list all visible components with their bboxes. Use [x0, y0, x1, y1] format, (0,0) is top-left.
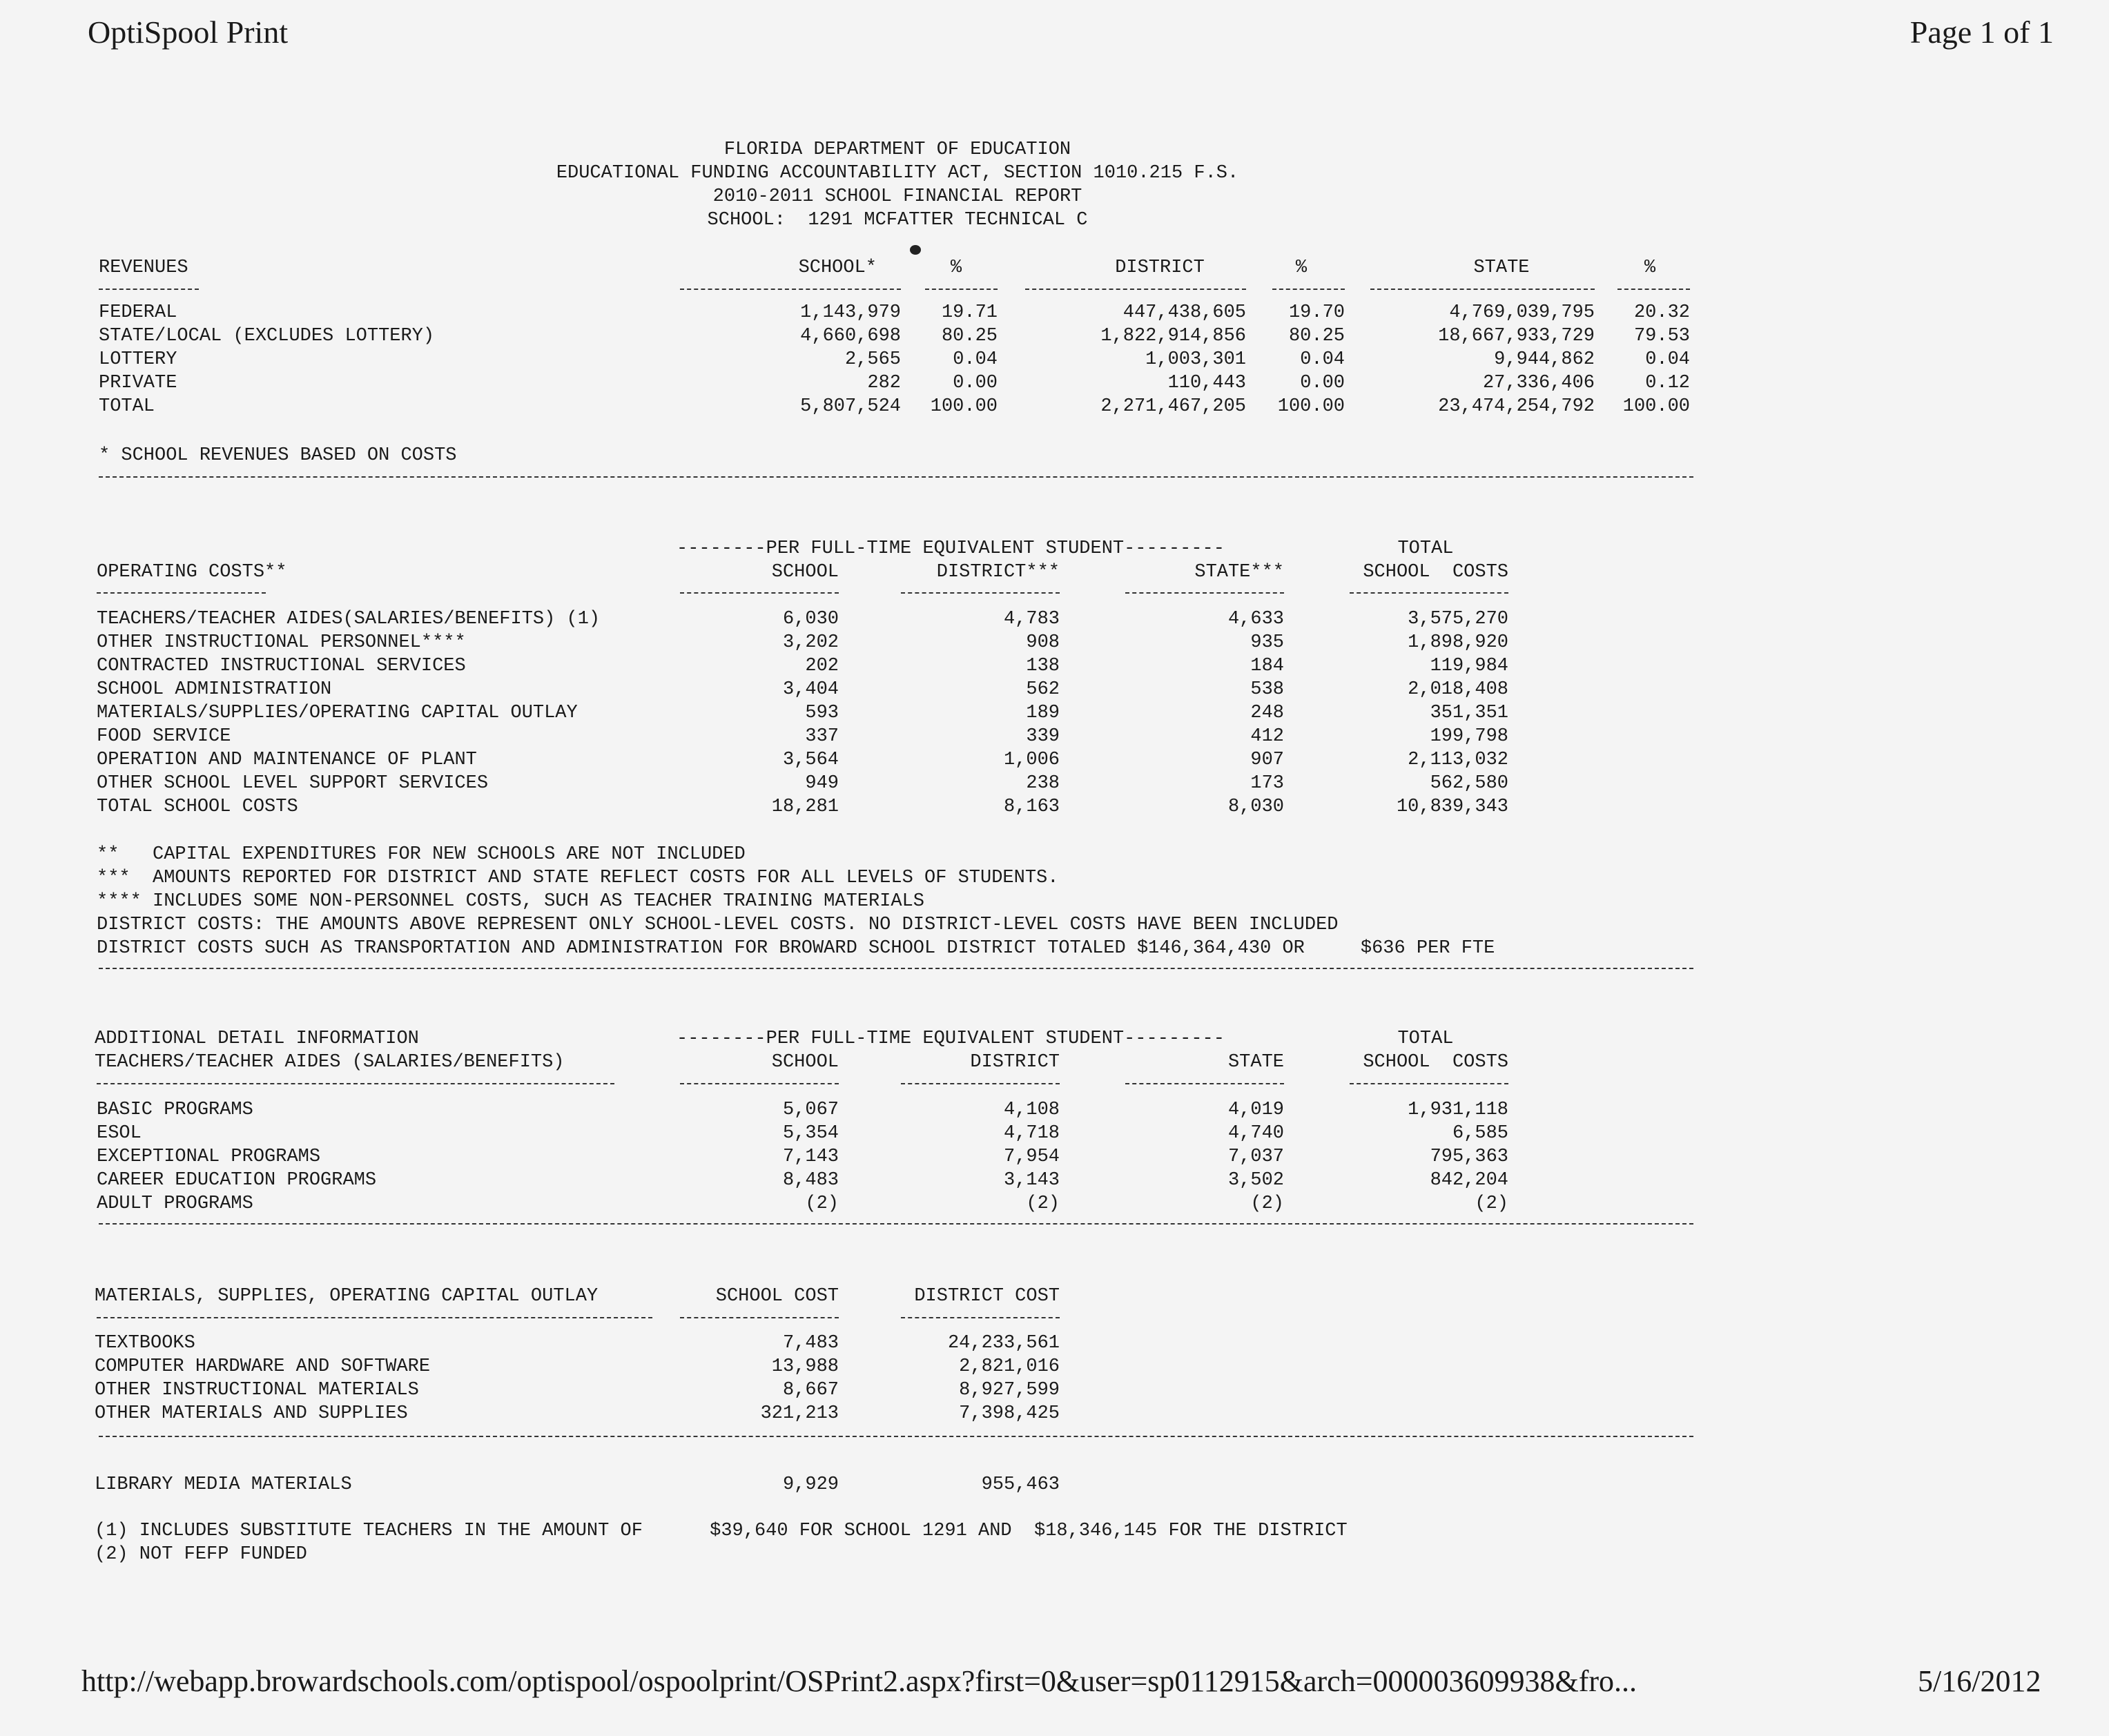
- revenues-col-state: STATE: [1473, 257, 1530, 278]
- revenue-school: 282: [867, 373, 901, 393]
- library-school: 9,929: [782, 1474, 839, 1495]
- revenue-district: 1,003,301: [1145, 349, 1246, 370]
- section-divider: [99, 1436, 1693, 1437]
- revenues-col-district-pct: %: [1295, 257, 1308, 278]
- operating-row-state: 4,633: [1227, 609, 1284, 630]
- revenues-col-school: SCHOOL*: [798, 257, 877, 278]
- operating-note: DISTRICT COSTS: THE AMOUNTS ABOVE REPRESENT ONLY SCHOOL-LEVEL COSTS. NO DISTRICT-LEVEL COSTS HAVE BEEN INCLUDED: [97, 915, 1339, 935]
- materials-row-label: OTHER INSTRUCTIONAL MATERIALS: [95, 1380, 419, 1401]
- additional-row-label: CAREER EDUCATION PROGRAMS: [97, 1170, 377, 1191]
- revenue-label: TOTAL: [99, 396, 155, 417]
- window-title: OptiSpool Print: [88, 14, 289, 50]
- additional-row-state: (2): [1250, 1193, 1284, 1214]
- revenue-label: FEDERAL: [99, 302, 177, 323]
- page-indicator: Page 1 of 1: [1909, 14, 2054, 50]
- divider: [99, 289, 199, 290]
- additional-row-total: (2): [1475, 1193, 1508, 1214]
- revenue-school-pct: 100.00: [930, 396, 998, 417]
- revenue-state: 9,944,862: [1494, 349, 1595, 370]
- revenue-district: 2,271,467,205: [1100, 396, 1246, 417]
- materials-row-label: COMPUTER HARDWARE AND SOFTWARE: [95, 1356, 431, 1377]
- operating-row-school: 3,404: [782, 679, 839, 700]
- additional-col-total: TOTAL: [1397, 1028, 1454, 1049]
- revenue-district-pct: 0.04: [1300, 349, 1345, 370]
- operating-row-total: 562,580: [1430, 773, 1508, 794]
- materials-row-school: 321,213: [760, 1403, 839, 1424]
- additional-col-school: SCHOOL: [771, 1052, 839, 1073]
- operating-row-state: 935: [1250, 632, 1284, 653]
- operating-row-school: 3,202: [782, 632, 839, 653]
- divider: [680, 1083, 839, 1084]
- additional-subheader: TEACHERS/TEACHER AIDES (SALARIES/BENEFITS): [95, 1052, 565, 1073]
- additional-col-state: STATE: [1227, 1052, 1284, 1073]
- divider: [1617, 289, 1690, 290]
- operating-row-label: OTHER INSTRUCTIONAL PERSONNEL****: [97, 632, 466, 653]
- operating-row-label: SCHOOL ADMINISTRATION: [97, 679, 332, 700]
- materials-row-label: OTHER MATERIALS AND SUPPLIES: [95, 1403, 408, 1424]
- additional-group-header: --------PER FULL-TIME EQUIVALENT STUDENT---------: [677, 1028, 1225, 1049]
- report-title-3: 2010-2011 SCHOOL FINANCIAL REPORT: [712, 186, 1082, 207]
- revenues-header: REVENUES: [99, 257, 188, 278]
- revenue-state-pct: 20.32: [1633, 302, 1690, 323]
- operating-row-district: 562: [1026, 679, 1060, 700]
- revenue-state: 27,336,406: [1482, 373, 1595, 393]
- additional-header: ADDITIONAL DETAIL INFORMATION: [95, 1028, 419, 1049]
- operating-row-total: 2,018,408: [1408, 679, 1508, 700]
- revenue-district-pct: 80.25: [1288, 326, 1345, 347]
- materials-row-school: 13,988: [771, 1356, 839, 1377]
- operating-row-school: 202: [805, 656, 839, 676]
- operating-row-total: 3,575,270: [1408, 609, 1508, 630]
- operating-row-total: 1,898,920: [1408, 632, 1508, 653]
- revenue-state-pct: 0.12: [1645, 373, 1690, 393]
- operating-row-district: 138: [1026, 656, 1060, 676]
- operating-col-district: DISTRICT***: [936, 562, 1060, 583]
- operating-group-header: --------PER FULL-TIME EQUIVALENT STUDENT---------: [677, 538, 1225, 559]
- additional-row-school: 5,067: [782, 1100, 839, 1120]
- revenue-state-pct: 0.04: [1645, 349, 1690, 370]
- revenue-school: 4,660,698: [800, 326, 901, 347]
- operating-row-state: 8,030: [1227, 797, 1284, 817]
- operating-row-district: 1,006: [1003, 750, 1060, 770]
- additional-row-state: 4,019: [1227, 1100, 1284, 1120]
- library-label: LIBRARY MEDIA MATERIALS: [95, 1474, 352, 1495]
- divider: [901, 592, 1060, 594]
- divider: [925, 289, 998, 290]
- divider: [1025, 289, 1246, 290]
- operating-row-state: 184: [1250, 656, 1284, 676]
- operating-row-state: 412: [1250, 726, 1284, 747]
- operating-row-district: 189: [1026, 703, 1060, 723]
- operating-col-total: TOTAL: [1397, 538, 1454, 559]
- operating-row-district: 238: [1026, 773, 1060, 794]
- divider: [97, 1317, 652, 1318]
- revenues-col-state-pct: %: [1644, 257, 1656, 278]
- operating-row-total: 119,984: [1430, 656, 1508, 676]
- divider: [1350, 1083, 1508, 1084]
- revenue-state: 18,667,933,729: [1438, 326, 1595, 347]
- additional-row-label: ESOL: [97, 1123, 142, 1144]
- revenue-state-pct: 79.53: [1633, 326, 1690, 347]
- divider: [901, 1317, 1060, 1318]
- revenue-label: STATE/LOCAL (EXCLUDES LOTTERY): [99, 326, 435, 347]
- operating-row-state: 538: [1250, 679, 1284, 700]
- materials-header: MATERIALS, SUPPLIES, OPERATING CAPITAL OUTLAY: [95, 1286, 599, 1307]
- materials-row-school: 7,483: [782, 1333, 839, 1354]
- operating-row-total: 2,113,032: [1408, 750, 1508, 770]
- additional-col-costs: SCHOOL COSTS: [1363, 1052, 1508, 1073]
- revenue-label: LOTTERY: [99, 349, 177, 370]
- report-title-1: FLORIDA DEPARTMENT OF EDUCATION: [723, 139, 1071, 160]
- operating-row-label: MATERIALS/SUPPLIES/OPERATING CAPITAL OUTLAY: [97, 703, 578, 723]
- revenues-col-district: DISTRICT: [1115, 257, 1205, 278]
- revenue-school-pct: 0.00: [953, 373, 998, 393]
- divider: [1370, 289, 1595, 290]
- operating-col-state: STATE***: [1194, 562, 1284, 583]
- additional-row-district: 4,108: [1003, 1100, 1060, 1120]
- revenue-district: 1,822,914,856: [1100, 326, 1246, 347]
- revenue-state: 23,474,254,792: [1438, 396, 1595, 417]
- revenue-state-pct: 100.00: [1622, 396, 1690, 417]
- additional-row-total: 1,931,118: [1408, 1100, 1508, 1120]
- ink-blot: [910, 245, 921, 255]
- additional-row-total: 842,204: [1430, 1170, 1508, 1191]
- revenue-district-pct: 100.00: [1277, 396, 1345, 417]
- operating-col-costs: SCHOOL COSTS: [1363, 562, 1508, 583]
- additional-row-school: 8,483: [782, 1170, 839, 1191]
- materials-row-district: 24,233,561: [947, 1333, 1060, 1354]
- additional-row-total: 6,585: [1452, 1123, 1508, 1144]
- operating-row-school: 18,281: [771, 797, 839, 817]
- revenue-school-pct: 80.25: [941, 326, 998, 347]
- divider: [680, 592, 839, 594]
- operating-row-label: TEACHERS/TEACHER AIDES(SALARIES/BENEFITS) (1): [97, 609, 601, 630]
- additional-row-label: BASIC PROGRAMS: [97, 1100, 253, 1120]
- revenue-label: PRIVATE: [99, 373, 177, 393]
- operating-row-school: 337: [805, 726, 839, 747]
- operating-row-label: FOOD SERVICE: [97, 726, 231, 747]
- operating-row-total: 351,351: [1430, 703, 1508, 723]
- revenue-district-pct: 0.00: [1300, 373, 1345, 393]
- revenues-col-school-pct: %: [950, 257, 962, 278]
- additional-row-school: 7,143: [782, 1147, 839, 1167]
- operating-row-state: 248: [1250, 703, 1284, 723]
- section-divider: [99, 1223, 1693, 1225]
- operating-row-label: OTHER SCHOOL LEVEL SUPPORT SERVICES: [97, 773, 489, 794]
- materials-row-district: 8,927,599: [959, 1380, 1060, 1401]
- operating-row-label: OPERATION AND MAINTENANCE OF PLANT: [97, 750, 477, 770]
- page-url: http://webapp.browardschools.com/optispool/ospoolprint/OSPrint2.aspx?first=0&user=sp0112915&arch=000003609938&fro...: [81, 1664, 1637, 1698]
- revenues-note: * SCHOOL REVENUES BASED ON COSTS: [99, 445, 457, 466]
- section-divider: [99, 476, 1693, 478]
- additional-row-state: 3,502: [1227, 1170, 1284, 1191]
- materials-row-school: 8,667: [782, 1380, 839, 1401]
- report-title-2: EDUCATIONAL FUNDING ACCOUNTABILITY ACT, SECTION 1010.215 F.S.: [556, 163, 1239, 184]
- divider: [901, 1083, 1060, 1084]
- divider: [1125, 1083, 1284, 1084]
- divider: [1272, 289, 1345, 290]
- additional-row-school: 5,354: [782, 1123, 839, 1144]
- revenue-district: 110,443: [1167, 373, 1246, 393]
- additional-row-state: 4,740: [1227, 1123, 1284, 1144]
- operating-note: DISTRICT COSTS SUCH AS TRANSPORTATION AND ADMINISTRATION FOR BROWARD SCHOOL DISTRICT TOTALED $146,364,430 OR $636 PER FTE: [97, 938, 1495, 959]
- additional-row-total: 795,363: [1430, 1147, 1508, 1167]
- additional-row-school: (2): [805, 1193, 839, 1214]
- operating-row-total: 10,839,343: [1396, 797, 1508, 817]
- operating-note: *** AMOUNTS REPORTED FOR DISTRICT AND STATE REFLECT COSTS FOR ALL LEVELS OF STUDENTS.: [97, 868, 1059, 888]
- revenue-district-pct: 19.70: [1288, 302, 1345, 323]
- operating-row-school: 3,564: [782, 750, 839, 770]
- operating-header: OPERATING COSTS**: [97, 562, 287, 583]
- additional-row-district: 3,143: [1003, 1170, 1060, 1191]
- revenue-school-pct: 19.71: [941, 302, 998, 323]
- divider: [1350, 592, 1508, 594]
- operating-row-state: 173: [1250, 773, 1284, 794]
- revenue-state: 4,769,039,795: [1449, 302, 1595, 323]
- operating-row-school: 6,030: [782, 609, 839, 630]
- divider: [1125, 592, 1284, 594]
- additional-row-district: 7,954: [1003, 1147, 1060, 1167]
- revenue-district: 447,438,605: [1122, 302, 1246, 323]
- materials-row-label: TEXTBOOKS: [95, 1333, 195, 1354]
- materials-row-district: 7,398,425: [959, 1403, 1060, 1424]
- additional-row-district: 4,718: [1003, 1123, 1060, 1144]
- divider: [680, 1317, 839, 1318]
- divider: [680, 289, 901, 290]
- additional-row-label: EXCEPTIONAL PROGRAMS: [97, 1147, 321, 1167]
- materials-col-school: SCHOOL COST: [715, 1286, 839, 1307]
- operating-note: **** INCLUDES SOME NON-PERSONNEL COSTS, SUCH AS TEACHER TRAINING MATERIALS: [97, 891, 924, 912]
- operating-row-school: 949: [805, 773, 839, 794]
- report-title-4: SCHOOL: 1291 MCFATTER TECHNICAL C: [707, 210, 1088, 231]
- operating-row-district: 4,783: [1003, 609, 1060, 630]
- revenue-school: 2,565: [844, 349, 901, 370]
- revenue-school: 1,143,979: [800, 302, 901, 323]
- divider: [97, 592, 266, 594]
- divider: [97, 1083, 614, 1084]
- revenue-school-pct: 0.04: [953, 349, 998, 370]
- operating-col-school: SCHOOL: [771, 562, 839, 583]
- library-district: 955,463: [981, 1474, 1060, 1495]
- operating-row-state: 907: [1250, 750, 1284, 770]
- additional-row-district: (2): [1026, 1193, 1060, 1214]
- additional-row-state: 7,037: [1227, 1147, 1284, 1167]
- operating-row-label: CONTRACTED INSTRUCTIONAL SERVICES: [97, 656, 466, 676]
- operating-note: ** CAPITAL EXPENDITURES FOR NEW SCHOOLS ARE NOT INCLUDED: [97, 844, 746, 865]
- section-divider: [99, 968, 1693, 969]
- operating-row-district: 908: [1026, 632, 1060, 653]
- additional-col-district: DISTRICT: [970, 1052, 1060, 1073]
- footnote-2: (2) NOT FEFP FUNDED: [95, 1544, 307, 1565]
- materials-row-district: 2,821,016: [959, 1356, 1060, 1377]
- operating-row-district: 339: [1026, 726, 1060, 747]
- materials-col-district: DISTRICT COST: [914, 1286, 1060, 1307]
- operating-row-total: 199,798: [1430, 726, 1508, 747]
- revenue-school: 5,807,524: [800, 396, 901, 417]
- operating-row-district: 8,163: [1003, 797, 1060, 817]
- print-date: 5/16/2012: [1918, 1664, 2041, 1698]
- additional-row-label: ADULT PROGRAMS: [97, 1193, 253, 1214]
- operating-row-label: TOTAL SCHOOL COSTS: [97, 797, 298, 817]
- operating-row-school: 593: [805, 703, 839, 723]
- footnote-1: (1) INCLUDES SUBSTITUTE TEACHERS IN THE AMOUNT OF $39,640 FOR SCHOOL 1291 AND $18,346,145 FOR THE DISTRICT: [95, 1521, 1348, 1541]
